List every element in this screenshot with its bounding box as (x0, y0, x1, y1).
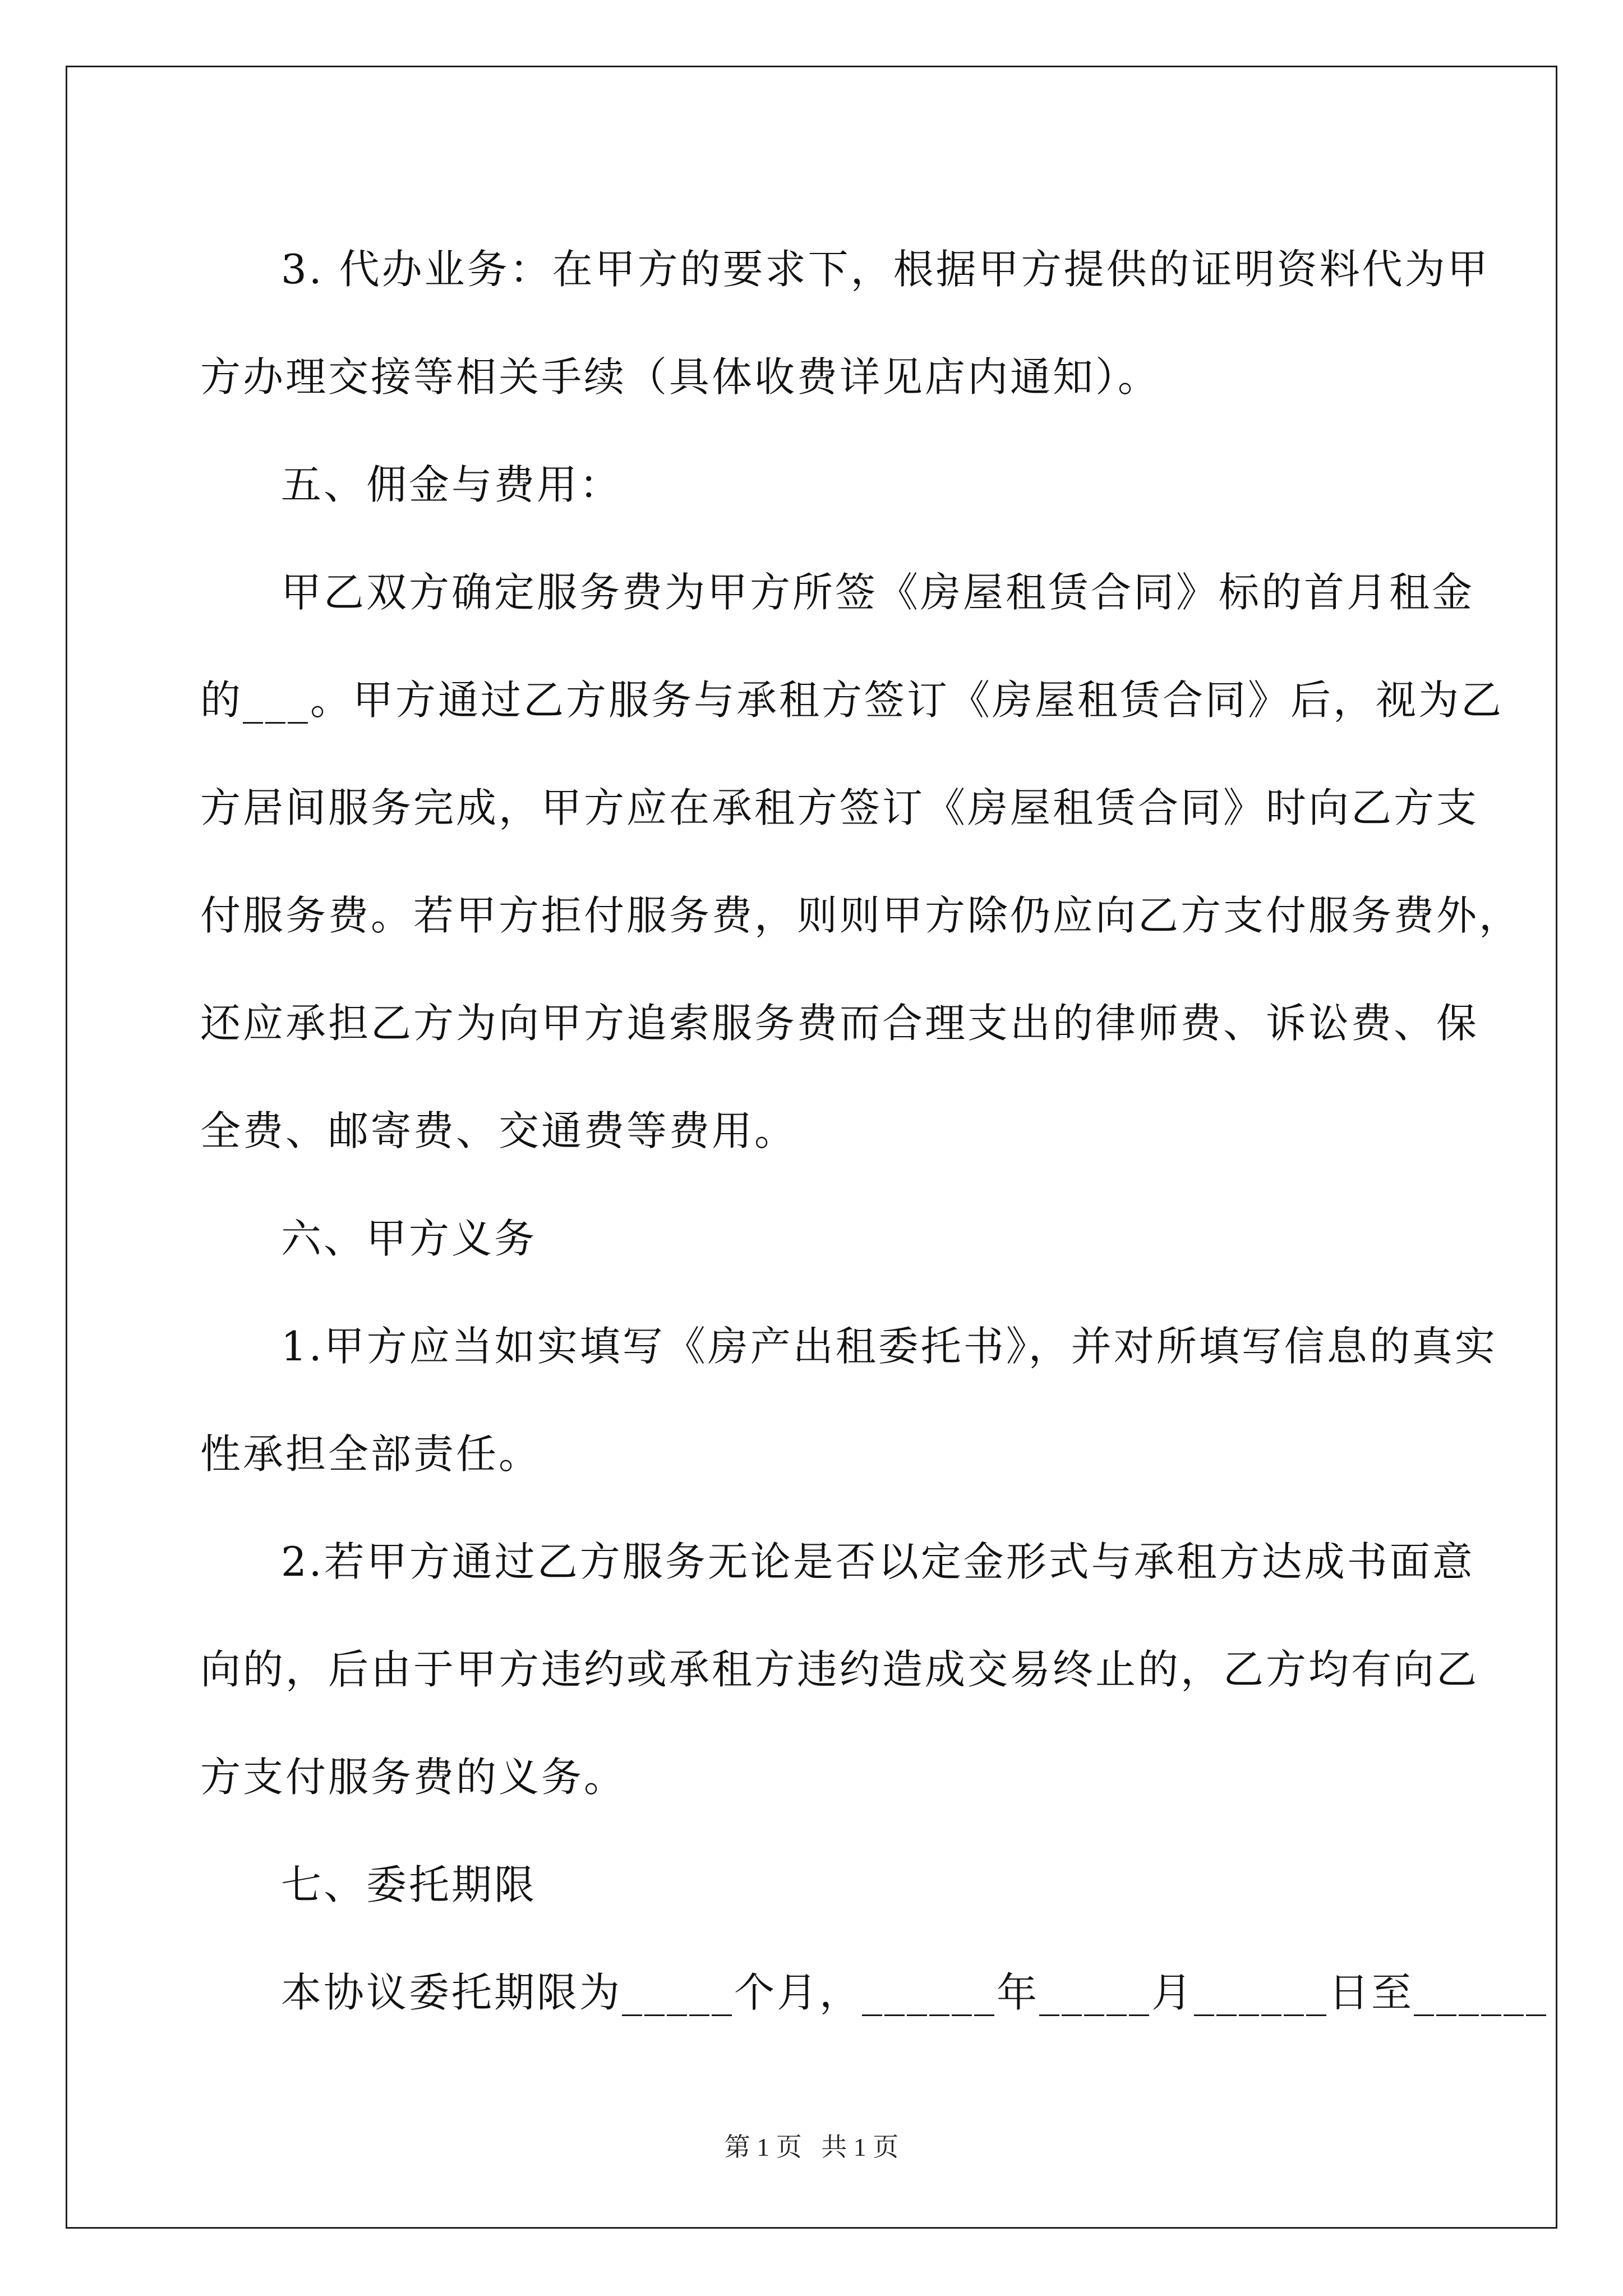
text-line: 3. 代办业务：在甲方的要求下，根据甲方提供的证明资料代为甲 (281, 246, 1490, 293)
text-line: 方支付服务费的义务。 (200, 1754, 627, 1801)
text-line: 2.若甲方通过乙方服务无论是否以定金形式与承租方达成书面意 (281, 1538, 1475, 1585)
text-line: 还应承担乙方为向甲方追索服务费而合理支出的律师费、诉讼费、保 (200, 1000, 1479, 1047)
text-line: 方居间服务完成，甲方应在承租方签订《房屋租赁合同》时向乙方支 (200, 784, 1479, 831)
text-line: 七、委托期限 (281, 1861, 537, 1908)
text-line: 的___。甲方通过乙方服务与承租方签订《房屋租赁合同》后，视为乙 (200, 677, 1504, 724)
text-line: 甲乙双方确定服务费为甲方所签《房屋租赁合同》标的首月租金 (281, 569, 1475, 616)
text-line: 性承担全部责任。 (200, 1430, 542, 1478)
document-body (200, 215, 1549, 2046)
text-line: 1.甲方应当如实填写《房产出租委托书》，并对所填写信息的真实 (281, 1323, 1497, 1370)
text-line: 向的，后由于甲方违约或承租方违约造成交易终止的，乙方均有向乙 (200, 1646, 1479, 1693)
text-line: 五、佣金与费用： (281, 461, 623, 508)
text-line: 方办理交接等相关手续（具体收费详见店内通知）。 (200, 353, 1161, 401)
page-footer: 第 1 页 共 1 页 (724, 2133, 899, 2161)
text-line: 全费、邮寄费、交通费等费用。 (200, 1107, 797, 1154)
text-line: 付服务费。若甲方拒付服务费，则则甲方除仍应向乙方支付服务费外， (200, 892, 1522, 939)
text-line: 本协议委托期限为_____个月，______年_____月______日至______ (281, 1969, 1549, 2016)
text-line: 六、甲方义务 (281, 1215, 537, 1262)
